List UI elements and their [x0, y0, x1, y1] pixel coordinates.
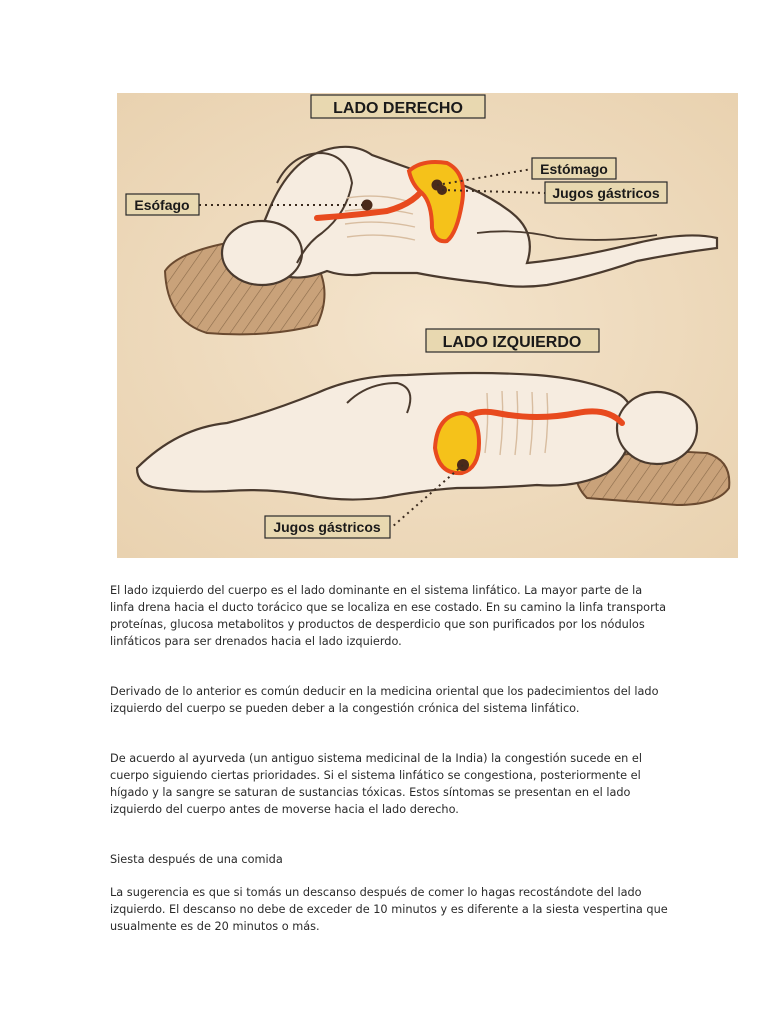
label-esofago: Esófago	[134, 197, 190, 213]
stomach-bottom	[435, 413, 479, 473]
illustration-svg	[117, 93, 738, 558]
paragraph-5: La sugerencia es que si tomás un descanso después de comer lo hagas recostándote del lado izquierdo. El descanso no debe de exceder de 10 minutos y es diferente a la siesta vespertina que usualmente es de 20 minutos o más.	[110, 886, 668, 933]
paragraph-ayurveda	[110, 750, 670, 818]
label-estomago: Estómago	[540, 161, 608, 177]
paragraph-3: De acuerdo al ayurveda (un antiguo sistema medicinal de la India) la congestión sucede en el cuerpo siguiendo ciertas prioridades. Si el sistema linfático se congestiona, posteriormente el hígado y la sangre se saturan de sustancias tóxicas. Estos síntomas se presentan en el lado izquierdo del cuerpo antes de moverse hacia el lado derecho.	[110, 752, 642, 816]
paragraph-2: Derivado de lo anterior es común deducir en la medicina oriental que los padecimientos del lado izquierdo del cuerpo se pueden deber a la congestión crónica del sistema linfático.	[110, 685, 659, 715]
paragraph-siesta	[110, 884, 670, 935]
title-left: LADO IZQUIERDO	[442, 334, 582, 351]
head-bottom	[617, 392, 697, 464]
section-heading-siesta	[110, 851, 670, 868]
heading-siesta: Siesta después de una comida	[110, 853, 283, 866]
paragraph-1: El lado izquierdo del cuerpo es el lado dominante en el sistema linfático. La mayor parte de la linfa drena hacia el ducto torácico que se localiza en ese costado. En su camino la linfa transporta proteínas, glucosa metabolitos y productos de desperdicio que son purificados por los nódulos linfáticos para ser drenados hacia el lado izquierdo.	[110, 584, 667, 648]
sleeping-position-illustration	[117, 93, 738, 558]
title-right: LADO DERECHO	[333, 100, 463, 117]
label-jugos-top: Jugos gástricos	[552, 185, 660, 201]
paragraph-oriental-medicine	[110, 683, 670, 717]
label-jugos-bottom: Jugos gástricos	[273, 519, 381, 535]
paragraph-lymphatic	[110, 582, 670, 650]
head-top	[222, 221, 302, 285]
